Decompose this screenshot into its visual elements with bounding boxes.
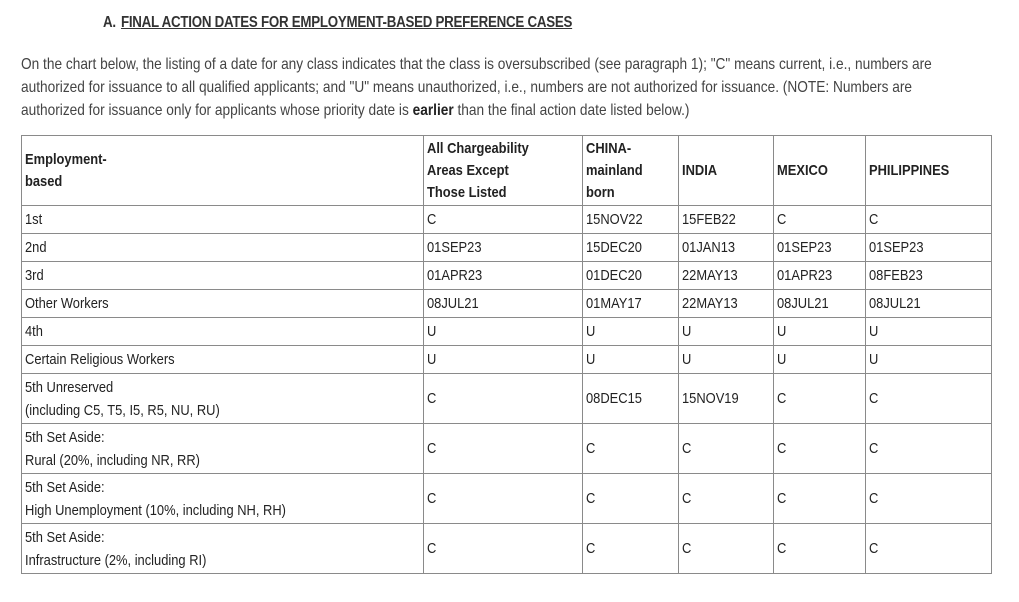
cell-mexico	[774, 318, 866, 346]
header-india	[679, 136, 774, 206]
cell-value: 15NOV19	[682, 390, 739, 407]
cell-value: U	[869, 350, 879, 368]
section-heading	[103, 14, 572, 32]
intro-paragraph	[21, 53, 979, 122]
cell-mexico	[774, 524, 866, 574]
cell-value: C	[586, 440, 596, 457]
header-line: CHINA-	[586, 139, 632, 157]
cell-philippines	[866, 524, 992, 574]
cell-value: C	[427, 540, 437, 557]
cell-philippines	[866, 346, 992, 374]
cell-india	[679, 424, 774, 474]
cell-all-chargeability	[424, 290, 583, 318]
cell-value: U	[586, 322, 596, 340]
cell-value: 01SEP23	[427, 238, 482, 256]
header-philippines	[866, 136, 992, 206]
cell-china	[583, 290, 679, 318]
cell-value: C	[427, 440, 437, 457]
cell-value: C	[427, 490, 437, 507]
cell-all-chargeability	[424, 424, 583, 474]
cell-china	[583, 346, 679, 374]
header-line: INDIA	[682, 161, 718, 179]
cell-philippines	[866, 234, 992, 262]
cell-value: U	[682, 322, 692, 340]
cell-value: U	[427, 322, 437, 340]
cell-philippines	[866, 374, 992, 424]
category-line: High Unemployment (10%, including NH, RH)	[25, 501, 286, 519]
header-all-chargeability	[424, 136, 583, 206]
header-employment-based	[22, 136, 424, 206]
cell-all-chargeability	[424, 234, 583, 262]
category-line: Infrastructure (2%, including RI)	[25, 551, 207, 569]
cell-value: C	[869, 210, 879, 228]
cell-china	[583, 424, 679, 474]
category-label	[25, 349, 175, 371]
cell-china	[583, 234, 679, 262]
header-label	[25, 149, 107, 193]
category-cell	[22, 524, 424, 574]
category-line: 4th	[25, 322, 43, 340]
cell-all-chargeability	[424, 206, 583, 234]
cell-value: C	[427, 210, 437, 228]
intro-text-end: than the final action date listed below.)	[453, 102, 690, 119]
cell-india	[679, 474, 774, 524]
header-line: based	[25, 172, 63, 190]
cell-value: 01SEP23	[869, 238, 924, 256]
cell-value: C	[682, 540, 692, 557]
cell-value: 15NOV22	[586, 210, 643, 228]
table-row	[22, 234, 992, 262]
section-letter: A.	[103, 14, 116, 31]
cell-mexico	[774, 290, 866, 318]
category-label	[25, 321, 43, 343]
cell-value: C	[682, 440, 692, 457]
table-row	[22, 318, 992, 346]
header-mexico	[774, 136, 866, 206]
category-line: 3rd	[25, 266, 44, 284]
cell-value: C	[869, 540, 879, 557]
cell-philippines	[866, 424, 992, 474]
cell-value: U	[682, 350, 692, 368]
cell-value: 22MAY13	[682, 294, 738, 312]
cell-value: C	[777, 540, 787, 557]
category-label	[25, 293, 109, 315]
header-label	[586, 138, 643, 204]
cell-value: C	[777, 490, 787, 507]
cell-all-chargeability	[424, 318, 583, 346]
table-row	[22, 474, 992, 524]
cell-value: 01APR23	[427, 266, 483, 284]
cell-value: C	[869, 390, 879, 407]
cell-value: C	[869, 490, 879, 507]
cell-china	[583, 524, 679, 574]
cell-value: 08FEB23	[869, 266, 923, 284]
table-row	[22, 262, 992, 290]
category-cell	[22, 262, 424, 290]
cell-mexico	[774, 474, 866, 524]
cell-value: 08JUL21	[869, 294, 921, 312]
category-cell	[22, 374, 424, 424]
table-row	[22, 346, 992, 374]
cell-value: C	[427, 390, 437, 407]
category-line: (including C5, T5, I5, R5, NU, RU)	[25, 401, 220, 419]
cell-value: 22MAY13	[682, 266, 738, 284]
cell-india	[679, 524, 774, 574]
header-line: All Chargeability	[427, 139, 529, 157]
category-line: 1st	[25, 210, 43, 228]
category-line: Certain Religious Workers	[25, 350, 175, 368]
cell-all-chargeability	[424, 346, 583, 374]
cell-value: C	[777, 440, 787, 457]
cell-value: U	[869, 322, 879, 340]
cell-mexico	[774, 346, 866, 374]
cell-mexico	[774, 262, 866, 290]
category-line: 2nd	[25, 238, 47, 256]
category-label	[25, 476, 286, 522]
cell-india	[679, 234, 774, 262]
cell-value: 15FEB22	[682, 210, 736, 228]
cell-china	[583, 206, 679, 234]
cell-value: 15DEC20	[586, 238, 642, 256]
section-title: FINAL ACTION DATES FOR EMPLOYMENT-BASED PREFERENCE CASES	[120, 14, 573, 31]
category-label	[25, 376, 220, 422]
cell-philippines	[866, 206, 992, 234]
cell-value: U	[777, 322, 787, 340]
header-line: born	[586, 183, 615, 201]
header-line: Those Listed	[427, 183, 507, 201]
cell-all-chargeability	[424, 524, 583, 574]
table-row	[22, 206, 992, 234]
cell-india	[679, 206, 774, 234]
cell-value: C	[586, 490, 596, 507]
cell-value: 08DEC15	[586, 390, 642, 407]
cell-value: U	[586, 350, 596, 368]
cell-india	[679, 346, 774, 374]
header-line: Employment-	[25, 150, 107, 168]
header-label	[777, 160, 828, 182]
cell-china	[583, 262, 679, 290]
category-label	[25, 237, 47, 259]
header-label	[427, 138, 529, 204]
cell-value: C	[586, 540, 596, 557]
cell-value: 01SEP23	[777, 238, 832, 256]
category-label	[25, 265, 44, 287]
table-row	[22, 424, 992, 474]
cell-philippines	[866, 474, 992, 524]
header-label	[682, 160, 717, 182]
intro-text: On the chart below, the listing of a date for any class indicates that the class is oversubscribed (see paragraph 1); "C" means current, i.e., numbers are authorized for issuance to all qualified applicants; and "U" means unauthorized, i.e., numbers are not authorized for issuance. (NOTE: Numbers are authorized for issuance only for applicants whose priority date is	[21, 56, 932, 119]
cell-value: 01APR23	[777, 266, 833, 284]
category-line: 5th Set Aside:	[25, 428, 105, 446]
category-line: 5th Unreserved	[25, 378, 114, 396]
cell-value: 08JUL21	[777, 294, 829, 312]
cell-value: C	[777, 390, 787, 407]
cell-mexico	[774, 234, 866, 262]
cell-philippines	[866, 262, 992, 290]
cell-value: C	[869, 440, 879, 457]
header-china	[583, 136, 679, 206]
table-row	[22, 374, 992, 424]
cell-value: 08JUL21	[427, 294, 479, 312]
cell-india	[679, 374, 774, 424]
table-header-row	[22, 136, 992, 206]
cell-india	[679, 318, 774, 346]
cell-india	[679, 290, 774, 318]
cell-value: U	[427, 350, 437, 368]
category-label	[25, 526, 206, 572]
cell-philippines	[866, 290, 992, 318]
category-label	[25, 426, 200, 472]
header-line: mainland	[586, 161, 643, 179]
cell-value: C	[777, 210, 787, 228]
cell-value: 01DEC20	[586, 266, 642, 284]
cell-philippines	[866, 318, 992, 346]
category-line: Rural (20%, including NR, RR)	[25, 451, 200, 469]
category-cell	[22, 424, 424, 474]
header-line: MEXICO	[777, 161, 828, 179]
cell-all-chargeability	[424, 474, 583, 524]
cell-china	[583, 474, 679, 524]
intro-bold-word: earlier	[412, 102, 454, 119]
cell-value: C	[682, 490, 692, 507]
category-line: 5th Set Aside:	[25, 528, 105, 546]
final-action-dates-table	[21, 135, 992, 574]
table-row	[22, 524, 992, 574]
cell-all-chargeability	[424, 262, 583, 290]
category-label	[25, 209, 42, 231]
table-row	[22, 290, 992, 318]
cell-mexico	[774, 374, 866, 424]
cell-china	[583, 374, 679, 424]
cell-value: U	[777, 350, 787, 368]
cell-mexico	[774, 206, 866, 234]
cell-china	[583, 318, 679, 346]
header-line: PHILIPPINES	[869, 161, 950, 179]
category-cell	[22, 206, 424, 234]
header-line: Areas Except	[427, 161, 509, 179]
category-cell	[22, 318, 424, 346]
category-cell	[22, 474, 424, 524]
header-label	[869, 160, 949, 182]
category-cell	[22, 234, 424, 262]
cell-value: 01JAN13	[682, 238, 736, 256]
category-cell	[22, 290, 424, 318]
cell-value: 01MAY17	[586, 294, 642, 312]
category-line: 5th Set Aside:	[25, 478, 105, 496]
cell-mexico	[774, 424, 866, 474]
cell-all-chargeability	[424, 374, 583, 424]
cell-india	[679, 262, 774, 290]
category-cell	[22, 346, 424, 374]
category-line: Other Workers	[25, 294, 109, 312]
